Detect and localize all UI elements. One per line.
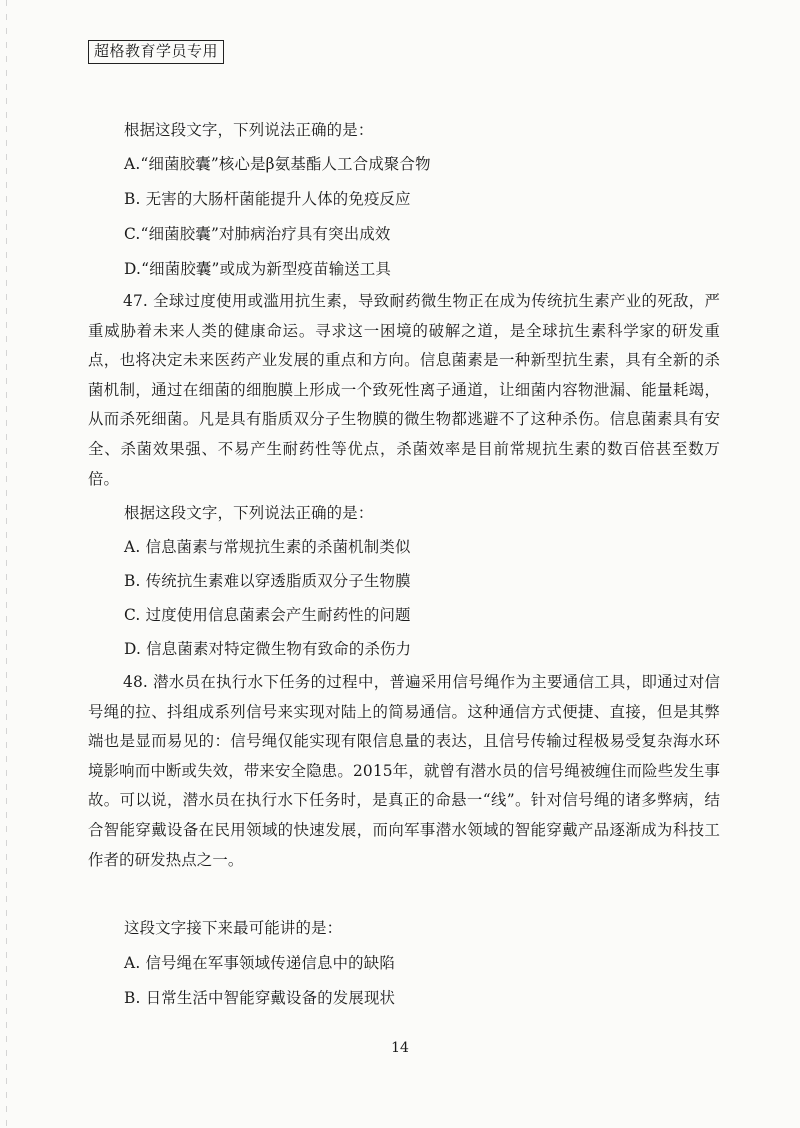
q46-option-a: A.“细菌胶囊”核心是β氨基酯人工合成聚合物 bbox=[124, 155, 431, 173]
q48-passage: 48. 潜水员在执行水下任务的过程中，普遍采用信号绳作为主要通信工具，即通过对信号绳的拉、抖组成系列信号来实现对陆上的简易通信。这种通信方式便捷、直接，但是其弊端也是显而易见的：信号绳仅能实现有限信息量的表达，且信号传输过程极易受复杂海水环境影响而中断或失效，带来安全隐患。2015年，就曾有潜水员的信号绳被缠住而险些发生事故。可以说，潜水员在执行水下任务时，是真正的命悬一“线”。针对信号绳的诸多弊病，结合智能穿戴设备在民用领域的快速发展，而向军事潜水领域的智能穿戴产品逐渐成为科技工作者的研发热点之一。 bbox=[88, 673, 720, 869]
page-number: 14 bbox=[391, 1040, 409, 1056]
q46-option-c: C.“细菌胶囊”对肺病治疗具有突出成效 bbox=[124, 225, 391, 243]
header-label: 超格教育学员专用 bbox=[88, 40, 224, 64]
q47-option-c: C. 过度使用信息菌素会产生耐药性的问题 bbox=[124, 606, 411, 624]
q47-passage: 47. 全球过度使用或滥用抗生素，导致耐药微生物正在成为传统抗生素产业的死敌，严重威胁着未来人类的健康命运。寻求这一困境的破解之道，是全球抗生素科学家的研发重点，也将决定未来医药产业发展的重点和方向。信息菌素是一种新型抗生素，具有全新的杀菌机制，通过在细菌的细胞膜上形成一个致死性离子通道，让细菌内容物泄漏、能量耗竭，从而杀死细菌。凡是具有脂质双分子生物膜的微生物都逃避不了这种杀伤。信息菌素具有安全、杀菌效果强、不易产生耐药性等优点，杀菌效率是目前常规抗生素的数百倍甚至数万倍。 bbox=[88, 292, 720, 488]
q46-option-d: D.“细菌胶囊”或成为新型疫苗输送工具 bbox=[124, 260, 392, 278]
q48-option-a: A. 信号绳在军事领域传递信息中的缺陷 bbox=[124, 954, 395, 972]
q47-option-d: D. 信息菌素对特定微生物有致命的杀伤力 bbox=[124, 640, 412, 658]
q46-prompt: 根据这段文字，下列说法正确的是： bbox=[124, 121, 374, 139]
scan-edge-artifact bbox=[6, 0, 7, 1128]
q47-prompt: 根据这段文字，下列说法正确的是： bbox=[124, 504, 374, 522]
q48-option-b: B. 日常生活中智能穿戴设备的发展现状 bbox=[124, 989, 396, 1007]
q47-option-a: A. 信息菌素与常规抗生素的杀菌机制类似 bbox=[124, 538, 411, 556]
q46-option-b: B. 无害的大肠杆菌能提升人体的免疫反应 bbox=[124, 190, 411, 208]
q48-prompt: 这段文字接下来最可能讲的是： bbox=[124, 919, 343, 937]
q47-option-b: B. 传统抗生素难以穿透脂质双分子生物膜 bbox=[124, 572, 411, 590]
